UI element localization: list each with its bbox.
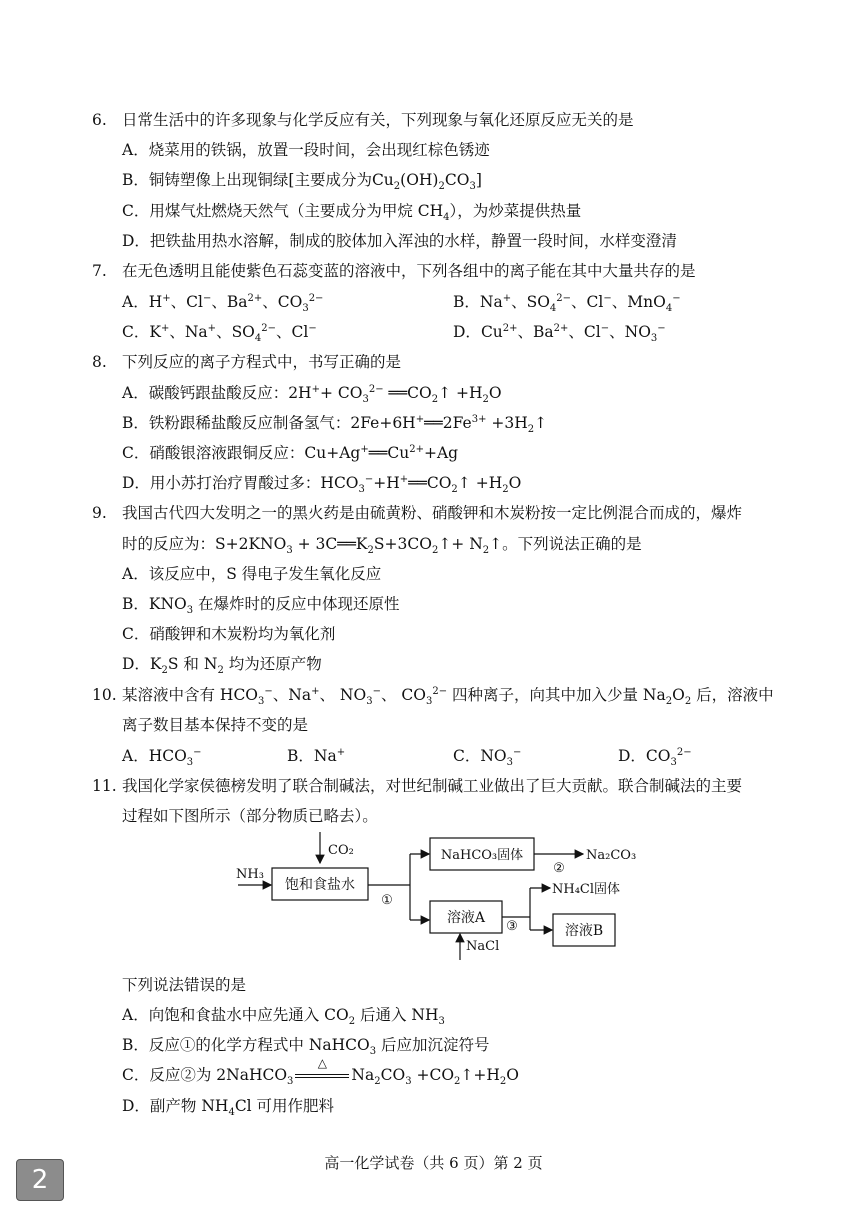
option-b: B．反应①的化学方程式中 NaHCO$_3$ 后应加沉淀符号 bbox=[122, 1036, 490, 1058]
process-flow-diagram bbox=[230, 830, 650, 965]
option-d: D．副产物 $NH_4Cl$ 可用作肥料 bbox=[122, 1097, 335, 1119]
solution-a-label: 溶液A bbox=[446, 910, 486, 926]
question-number: 9. bbox=[92, 504, 107, 522]
heat-double-line bbox=[293, 1056, 351, 1085]
saturated-brine-label: 饱和食盐水 bbox=[285, 877, 355, 893]
page-number-badge: 2 bbox=[16, 1159, 64, 1201]
option-a: A．H+、Cl−、$Ba^{2+}$、$CO_3^{2-}$ bbox=[122, 292, 324, 315]
nh4cl-solid-label: NH₄Cl固体 bbox=[552, 882, 621, 897]
question-number: 8. bbox=[92, 353, 107, 371]
option-b: B．Na+ bbox=[287, 746, 346, 765]
co2-label: CO₂ bbox=[328, 843, 354, 858]
option-a: A．向饱和食盐水中应先通入 $CO_2$ 后通入 $NH_3$ bbox=[122, 1006, 445, 1028]
nh3-label: NH₃ bbox=[236, 867, 264, 882]
page-footer: 高一化学试卷（共 6 页）第 2 页 bbox=[324, 1154, 543, 1172]
step-3-label: ③ bbox=[506, 919, 518, 934]
option-a: A．$HCO_3^-$ bbox=[122, 746, 202, 769]
option-b: B．Na+、$SO_4^{2-}$、Cl−、MnO$_4$− bbox=[453, 292, 681, 315]
nacl-label: NaCl bbox=[466, 939, 500, 954]
nahco3-solid-label: NaHCO₃固体 bbox=[440, 848, 524, 863]
option-b: B．铜铸塑像上出现铜绿[主要成分为$Cu_2(OH)_2CO_3$] bbox=[122, 171, 482, 193]
question-stem: 下列反应的离子方程式中，书写正确的是 bbox=[122, 353, 402, 371]
question-stem-cont: 时的反应为：$S+2KNO_3$ + $3C══K_2S+3CO_2↑+$ $N_2↑$。下列说法正确的是 bbox=[122, 535, 642, 557]
question-stem: 我国古代四大发明之一的黑火药是由硫黄粉、硝酸钾和木炭粉按一定比例混合而成的，爆炸 bbox=[122, 504, 743, 522]
solution-b-label: 溶液B bbox=[564, 923, 604, 939]
step-2-label: ② bbox=[553, 861, 565, 876]
option-a: A．烧菜用的铁锅，放置一段时间，会出现红棕色锈迹 bbox=[122, 141, 490, 159]
step-1-label: ① bbox=[381, 893, 393, 908]
option-c: C．用煤气灶燃烧天然气（主要成分为甲烷 $CH_4$），为炒菜提供热量 bbox=[122, 202, 582, 224]
option-d: D．用小苏打治疗胃酸过多：$HCO_3^-+H^+══CO_2↑ +H_2O$ bbox=[122, 473, 522, 496]
option-a: A．碳酸钙跟盐酸反应：$2H^++ CO_3^{2-}$ $══CO_2↑ +H_2O$ bbox=[122, 383, 502, 406]
option-c: C．反应②为 2NaHCO$_3$ △ $Na_2CO_3$ $+CO_2↑+H_2O$ bbox=[122, 1065, 519, 1085]
na2co3-label: Na₂CO₃ bbox=[586, 848, 637, 863]
question-stem-cont: 过程如下图所示（部分物质已略去）。 bbox=[122, 807, 378, 825]
option-b: B．铁粉跟稀盐酸反应制备氢气：$2Fe+6H^+══2Fe^{3+}$ $+3H_2↑$ bbox=[122, 413, 548, 436]
question-stem: 在无色透明且能使紫色石蕊变蓝的溶液中，下列各组中的离子能在其中大量共存的是 bbox=[122, 262, 696, 280]
option-c: C．硝酸银溶液跟铜反应：$Cu+Ag^+══Cu^{2+}+Ag$ bbox=[122, 443, 459, 462]
question-number: 10. bbox=[92, 686, 117, 704]
heat-symbol: △ bbox=[317, 1056, 328, 1070]
option-d: D．把铁盐用热水溶解，制成的胶体加入浑浊的水样，静置一段时间，水样变澄清 bbox=[122, 232, 677, 250]
option-b: B．$KNO_3$ 在爆炸时的反应中体现还原性 bbox=[122, 595, 400, 617]
question-number: 6. bbox=[92, 111, 107, 129]
question-ask: 下列说法错误的是 bbox=[122, 976, 247, 994]
option-c: C．硝酸钾和木炭粉均为氧化剂 bbox=[122, 625, 336, 643]
option-c: C．$NO_3^-$ bbox=[453, 746, 522, 769]
option-c: C．K+、Na+、$SO_4^{2-}$、Cl− bbox=[122, 322, 317, 345]
option-d: D．$Cu^{2+}$、$Ba^{2+}$、Cl−、$NO_3^-$ bbox=[453, 322, 666, 345]
question-number: 11. bbox=[92, 777, 117, 795]
question-stem: 我国化学家侯德榜发明了联合制碱法，对世纪制碱工业做出了巨大贡献。联合制碱法的主要 bbox=[122, 777, 743, 795]
question-stem-cont: 离子数目基本保持不变的是 bbox=[122, 716, 309, 734]
option-a: A．该反应中，S 得电子发生氧化反应 bbox=[122, 565, 382, 583]
option-d: D．$CO_3^{2-}$ bbox=[618, 746, 692, 769]
question-stem: 日常生活中的许多现象与化学反应有关，下列现象与氧化还原反应无关的是 bbox=[122, 111, 634, 129]
option-d: D．$K_2S$ 和 $N_2$ 均为还原产物 bbox=[122, 655, 322, 677]
question-stem: 某溶液中含有 $HCO_3^-$、Na+、 $NO_3^-$、 $CO_3^{2-}$ 四种离子，向其中加入少量 $Na_2O_2$ 后，溶液中 bbox=[122, 685, 774, 708]
question-number: 7. bbox=[92, 262, 107, 280]
